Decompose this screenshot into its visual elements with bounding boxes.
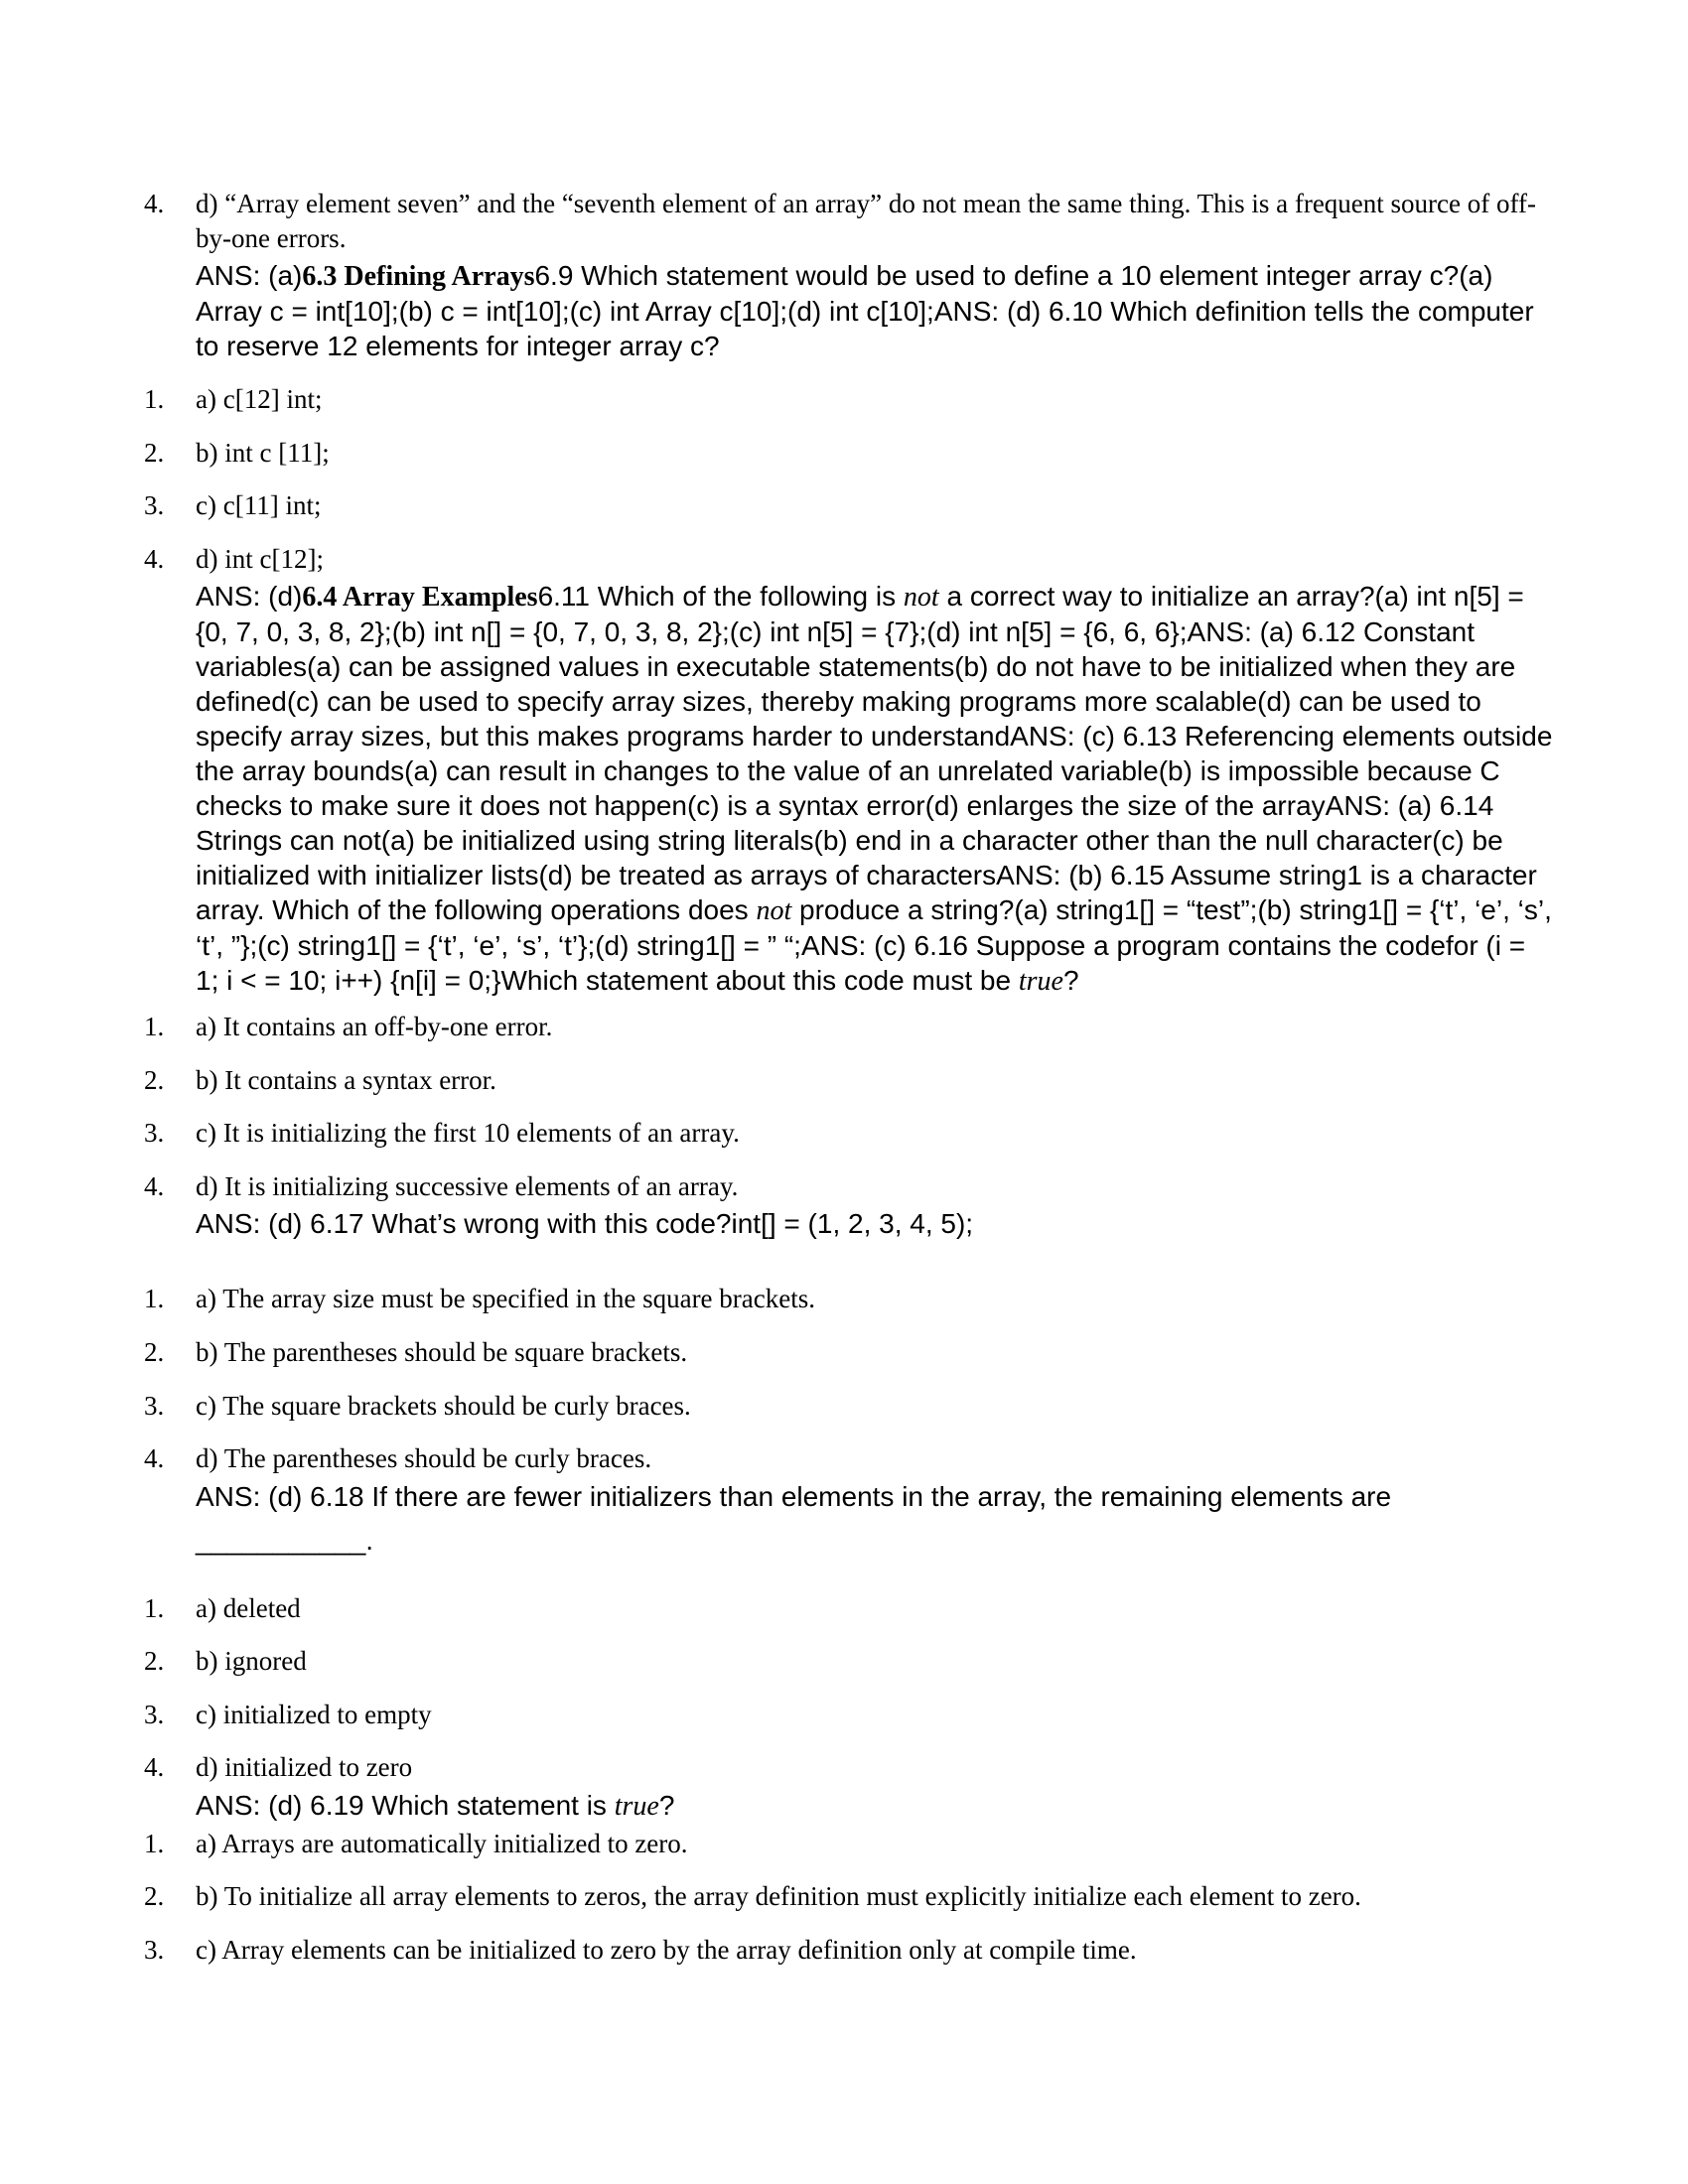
list-number: 1. <box>144 1284 165 1314</box>
list-number: 1. <box>144 1012 165 1042</box>
options-list-6-17 <box>144 1282 1554 1557</box>
answer-paragraph-5 <box>196 1788 1554 1824</box>
question-option-item <box>144 542 1554 1000</box>
list-number: 3. <box>144 1934 165 1965</box>
question-option-item <box>144 1644 1554 1679</box>
option-text: d) It is initializing successive elements of an array. <box>196 1170 739 1201</box>
option-text: a) c[12] int; <box>196 384 323 415</box>
list-number: 2. <box>144 1064 165 1095</box>
italic-word: true <box>1018 966 1063 998</box>
answer-paragraph-3: ANS: (d) 6.17 What’s wrong with this code?int[] = (1, 2, 3, 4, 5); <box>196 1208 974 1240</box>
list-item-content <box>196 1169 1554 1242</box>
question-option-item <box>144 1116 1554 1151</box>
list-number: 1. <box>144 384 165 415</box>
answer-paragraph-2 <box>196 579 1554 999</box>
list-number: 2. <box>144 1881 165 1912</box>
list-number: 3. <box>144 1118 165 1149</box>
list-number: 3. <box>144 490 165 521</box>
list-number: 3. <box>144 1699 165 1729</box>
question-run: produce a string?(a) string1[] = “test”;(b) string1[] = {‘t’, ‘e’, ‘s’, ‘t’, ”};(c) string1[] = {‘t’, ‘e’, ‘s’, ‘t’};(d) string1[] = ” “;ANS: (c) 6.16 Suppose a program contains the codefor (i = 1; i < = 10; i++) {n[i] = 0;}Which statement about this code must be <box>196 894 1552 997</box>
option-text: c) The square brackets should be curly braces. <box>196 1390 691 1421</box>
option-text: c) It is initializing the first 10 elements of an array. <box>196 1118 740 1149</box>
option-text: b) To initialize all array elements to zeros, the array definition must explicitly initialize each element to zero. <box>196 1881 1361 1912</box>
option-text: b) ignored <box>196 1646 307 1677</box>
option-text: b) It contains a syntax error. <box>196 1064 496 1095</box>
option-text: b) int c [11]; <box>196 437 330 468</box>
list-number: 4. <box>144 1752 165 1783</box>
question-run: ? <box>658 1789 675 1821</box>
question-option-item <box>144 1169 1554 1242</box>
ans-run: ANS: (d) <box>196 581 303 613</box>
question-option-item <box>144 382 1554 417</box>
option-text: d) The parentheses should be curly braces. <box>196 1443 652 1474</box>
option-text: b) The parentheses should be square brackets. <box>196 1337 688 1368</box>
options-list-6-10 <box>144 382 1554 999</box>
question-option-item <box>144 1591 1554 1626</box>
ans-run: ANS: (a) <box>196 260 303 292</box>
question-option-item <box>144 1441 1554 1558</box>
option-text: c) initialized to empty <box>196 1699 432 1729</box>
list-number: 4. <box>144 1443 165 1474</box>
question-option-item <box>144 1010 1554 1044</box>
question-option-item <box>144 1335 1554 1370</box>
italic-word: true <box>614 1790 659 1822</box>
option-text: c) Array elements can be initialized to zero by the array definition only at compile time. <box>196 1934 1137 1965</box>
option-text: d) int c[12]; <box>196 543 324 574</box>
question-option-item <box>144 1698 1554 1732</box>
option-text: d) “Array element seven” and the “seventh element of an array” do not mean the same thing. This is a frequent source of off-by-one errors. <box>196 189 1536 253</box>
italic-word: not <box>756 895 792 927</box>
question-option-item <box>144 1879 1554 1914</box>
italic-word: not <box>903 582 939 614</box>
ans-run: ANS: (d) 6.19 Which statement is <box>196 1789 615 1821</box>
section-heading-6-4: 6.4 Array Examples <box>302 582 538 614</box>
section-heading-6-3: 6.3 Defining Arrays <box>302 261 535 293</box>
answer-paragraph-4 <box>196 1479 1554 1558</box>
list-number: 3. <box>144 1390 165 1421</box>
question-run: a correct way to initialize an array?(a) int n[5] = {0, 7, 0, 3, 8, 2};(b) int n[] = {0, 7, 0, 3, 8, 2};(c) int n[5] = {7};(d) int n[5] = {6, 6, 6};ANS: (a) 6.12 Constant variables(a) can be assigned values in executable statements(b) do not have to be initialized when they are defined(c) can be used to specify array sizes, thereby making programs more scalable(d) can be used to specify array sizes, but this makes programs harder to understandANS: (c) 6.13 Referencing elements outside the array bounds(a) can result in changes to the value of an unrelated variable(b) is impossible because C checks to make sure it does not happen(c) is a syntax error(d) enlarges the size of the arrayANS: (a) 6.14 Strings can not(a) be initialized using string literals(b) end in a character other than the null character(c) be initialized with initializer lists(d) be treated as arrays of charactersANS: (b) 6.15 Assume string1 is a character array. Which of the following operations does <box>196 581 1553 926</box>
question-option-item <box>144 1827 1554 1861</box>
options-list-6-19 <box>144 1827 1554 1968</box>
list-number: 1. <box>144 1592 165 1623</box>
question-run: ? <box>1062 965 1079 997</box>
question-run: 6.11 Which of the following is <box>537 581 904 613</box>
options-list-6-16 <box>144 1010 1554 1241</box>
option-text: a) deleted <box>196 1592 301 1623</box>
fill-in-blank: ___________. <box>196 1524 374 1556</box>
list-item-content <box>196 542 1554 1000</box>
option-text: a) Arrays are automatically initialized to zero. <box>196 1828 688 1858</box>
list-item-content <box>196 1441 1554 1558</box>
option-text: c) c[11] int; <box>196 490 322 521</box>
list-item-content <box>196 1750 1554 1824</box>
answer-paragraph-1 <box>196 258 1554 363</box>
question-option-item <box>144 1389 1554 1424</box>
option-text: d) initialized to zero <box>196 1752 413 1783</box>
question-option-item <box>144 1750 1554 1824</box>
list-number: 4. <box>144 1170 165 1201</box>
option-text: a) The array size must be specified in the square brackets. <box>196 1284 815 1314</box>
list-number: 2. <box>144 437 165 468</box>
options-list-6-18 <box>144 1591 1554 1824</box>
question-option-item <box>144 1063 1554 1098</box>
list-number: 1. <box>144 1828 165 1858</box>
question-option-item <box>144 436 1554 471</box>
question-option-item <box>144 187 1554 363</box>
list-number: 4. <box>144 543 165 574</box>
question-option-item <box>144 488 1554 523</box>
list-number: 4. <box>144 189 165 218</box>
option-text: a) It contains an off-by-one error. <box>196 1012 553 1042</box>
list-number: 2. <box>144 1337 165 1368</box>
question-option-item <box>144 1933 1554 1968</box>
question-run: 6.9 Which statement would be used to define a 10 element integer array c?(a) Array c = int[10];(b) c = int[10];(c) int Array c[10];(d) int c[10];ANS: (d) 6.10 Which definition tells the computer to reserve 12 elements for integer array c? <box>196 260 1534 362</box>
question-option-item <box>144 1282 1554 1316</box>
list-number: 2. <box>144 1646 165 1677</box>
question-run: ANS: (d) 6.18 If there are fewer initializers than elements in the array, the remaining elements are <box>196 1480 1392 1512</box>
list-item-content <box>196 187 1554 363</box>
